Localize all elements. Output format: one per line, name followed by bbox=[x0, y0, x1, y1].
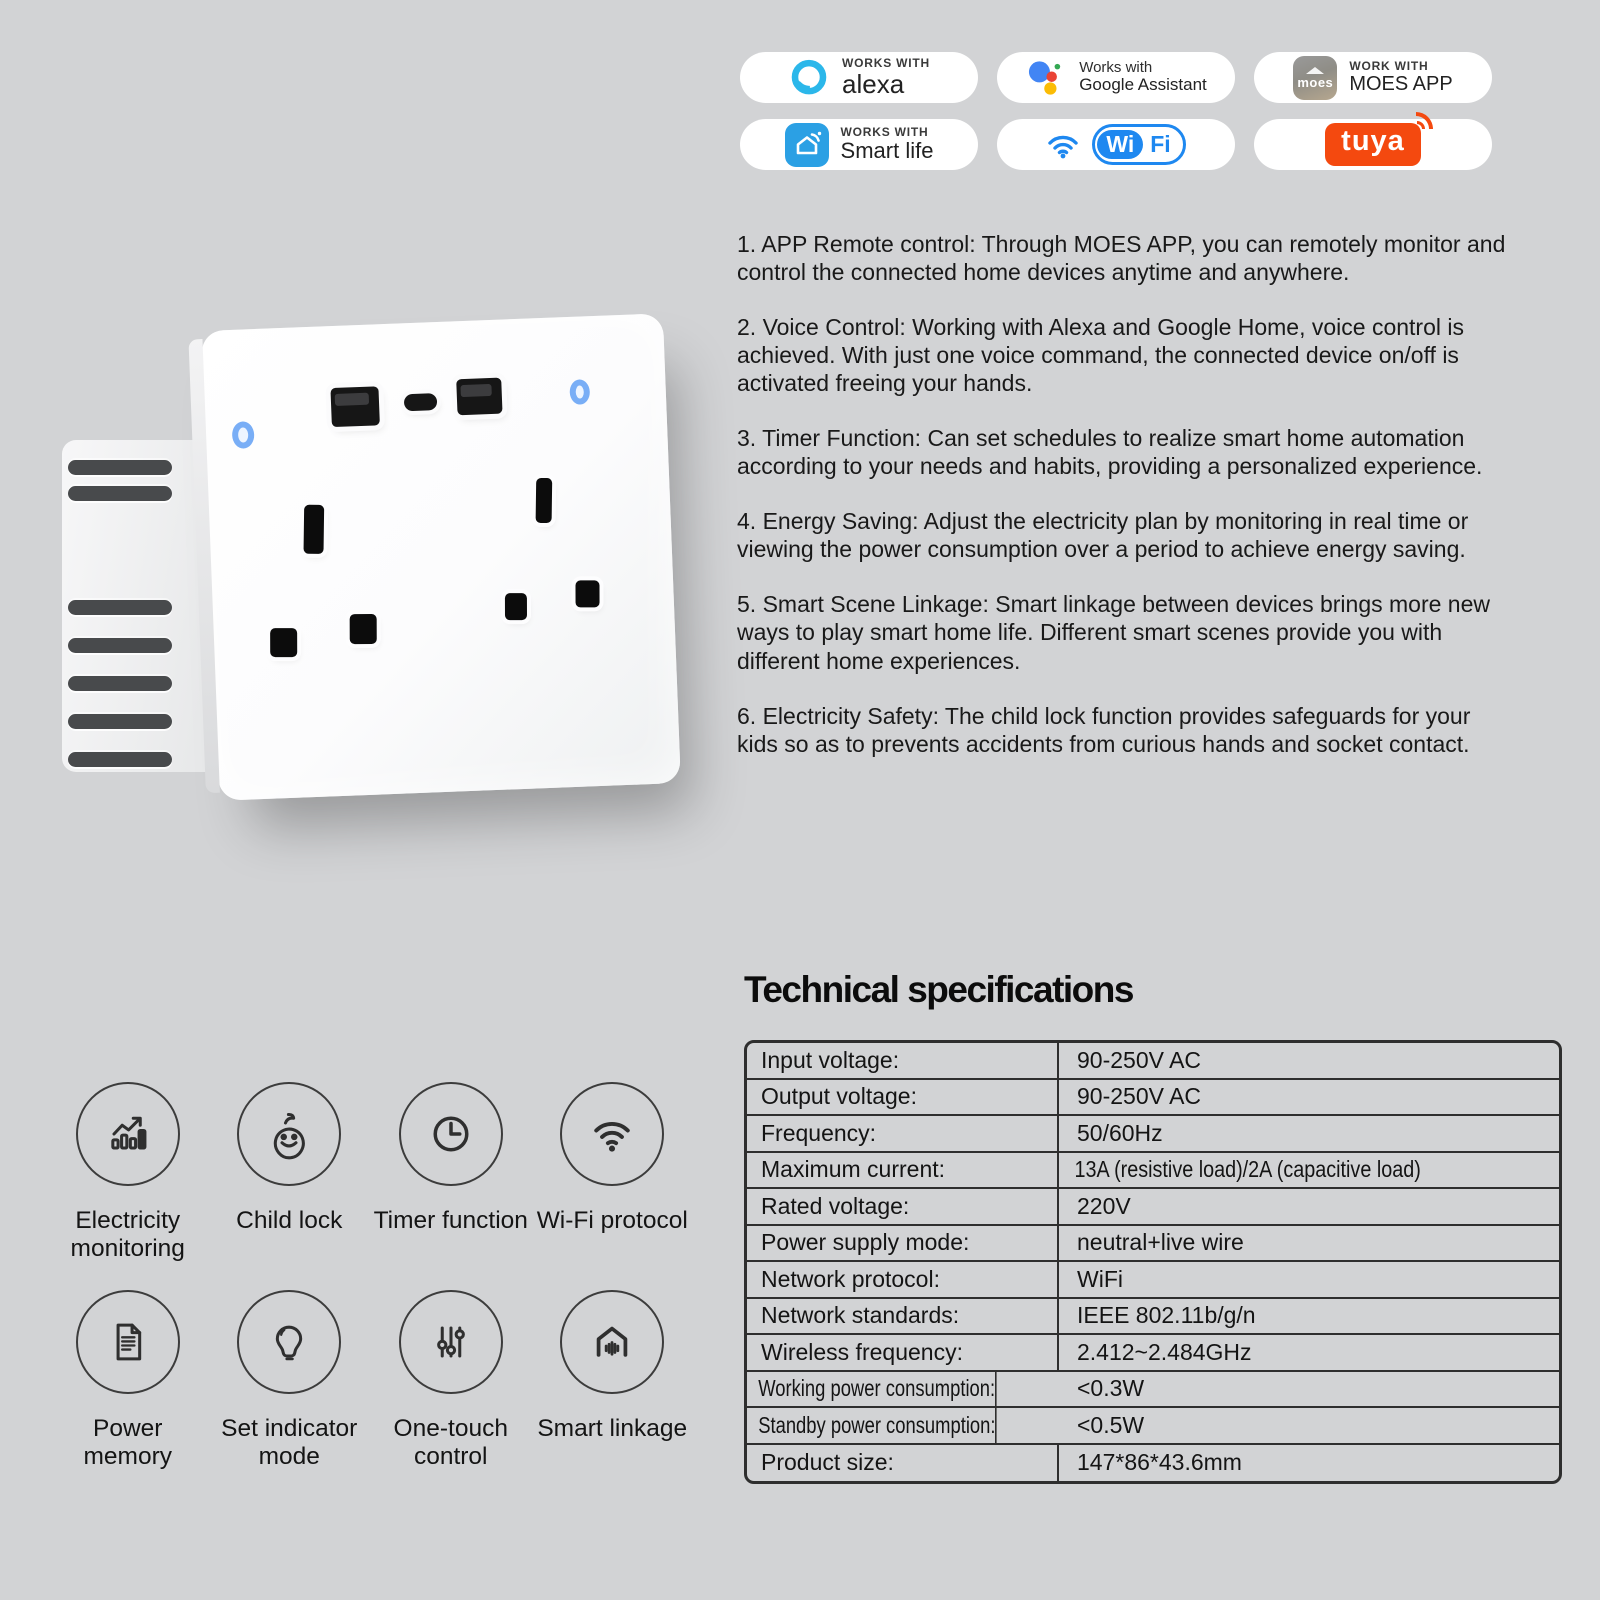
feature-icon-label: Smart linkage bbox=[537, 1414, 688, 1442]
usb-c-port bbox=[404, 393, 438, 411]
badge-tuya bbox=[1254, 119, 1492, 170]
spec-row bbox=[747, 1299, 1559, 1336]
moes-wordmark: moes bbox=[1297, 74, 1334, 90]
spec-label: Maximum current: bbox=[747, 1153, 1059, 1188]
smart-linkage-icon bbox=[584, 1314, 640, 1370]
specs-table bbox=[744, 1040, 1562, 1484]
feature-icon-grid bbox=[47, 1082, 693, 1472]
earth-pin-slot-left bbox=[304, 505, 325, 554]
usb-a-port-2 bbox=[456, 378, 502, 416]
feature-icon-label: Electricity monitoring bbox=[70, 1207, 185, 1263]
spec-row bbox=[747, 1408, 1559, 1445]
spec-row bbox=[747, 1080, 1559, 1117]
child-lock-icon bbox=[261, 1106, 317, 1162]
spec-label: Network standards: bbox=[747, 1299, 1059, 1334]
spec-row bbox=[747, 1226, 1559, 1263]
vent-fin bbox=[68, 676, 172, 691]
badge-works-with-google-assistant bbox=[997, 52, 1235, 103]
spec-label: Power supply mode: bbox=[747, 1226, 1059, 1261]
spec-value: IEEE 802.11b/g/n bbox=[1077, 1302, 1256, 1329]
badge-row-2 bbox=[740, 119, 1492, 170]
wifi-signal-icon bbox=[1046, 131, 1080, 159]
compatibility-badges bbox=[740, 52, 1492, 186]
feature-paragraph-6: 6. Electricity Safety: The child lock function provides safeguards for your kids so as to prevents accidents from curious hands and socket contact. bbox=[737, 702, 1471, 757]
pin-hole bbox=[575, 580, 599, 607]
smart-life-icon bbox=[785, 123, 829, 167]
spec-row bbox=[747, 1153, 1559, 1190]
spec-value: 90-250V AC bbox=[1077, 1046, 1202, 1073]
feature-timer-function bbox=[370, 1082, 532, 1264]
feature-icon-label: One-touch control bbox=[393, 1414, 508, 1471]
feature-icon-label: Wi-Fi protocol bbox=[536, 1207, 688, 1234]
pin-hole bbox=[505, 593, 527, 620]
led-ring-left bbox=[232, 421, 255, 449]
vent-fin bbox=[68, 600, 172, 615]
vent-fin bbox=[68, 486, 172, 501]
feature-paragraph-5: 5. Smart Scene Linkage: Smart linkage between devices brings more new ways to play smart home life. Different smart scenes provide you with different home experiences. bbox=[737, 591, 1491, 674]
spec-label: Network protocol: bbox=[747, 1262, 1059, 1297]
feature-smart-linkage bbox=[532, 1290, 694, 1472]
wifi-fi-label: Fi bbox=[1150, 131, 1171, 157]
spec-row bbox=[747, 1116, 1559, 1153]
spec-label: Output voltage: bbox=[747, 1080, 1059, 1115]
badge-big-label: MOES APP bbox=[1349, 73, 1453, 96]
wifi-wi-label: Wi bbox=[1097, 130, 1143, 159]
badge-small-label: Works with bbox=[1079, 58, 1153, 76]
moes-roof-glyph bbox=[1306, 67, 1324, 74]
spec-label: Working power consumption: bbox=[747, 1372, 997, 1407]
feature-paragraph-1: 1. APP Remote control: Through MOES APP, you can remotely monitor and control the connected home devices anytime and anywhere. bbox=[737, 231, 1506, 286]
product-image-smart-socket bbox=[60, 300, 680, 805]
vent-fin bbox=[68, 714, 172, 729]
vent-fin bbox=[68, 638, 172, 653]
feature-icon-label: Power memory bbox=[83, 1414, 172, 1471]
spec-value: 90-250V AC bbox=[1077, 1083, 1202, 1110]
spec-row bbox=[747, 1372, 1559, 1409]
tuya-wordmark: tuya bbox=[1341, 125, 1405, 158]
spec-value: <0.3W bbox=[1077, 1375, 1145, 1402]
spec-row bbox=[747, 1335, 1559, 1372]
badge-small-label: WORKS WITH bbox=[840, 124, 929, 139]
feature-icon-label: Child lock bbox=[236, 1207, 343, 1234]
timer-function-icon bbox=[423, 1106, 479, 1162]
google-assistant-icon bbox=[1025, 57, 1067, 99]
socket-faceplate bbox=[201, 313, 681, 800]
feature-icon-label: Set indicator mode bbox=[221, 1414, 358, 1471]
feature-power-memory bbox=[47, 1290, 209, 1472]
electricity-monitoring-icon bbox=[100, 1106, 156, 1162]
feature-electricity-monitoring bbox=[47, 1082, 209, 1264]
feature-paragraph-2: 2. Voice Control: Working with Alexa and Google Home, voice control is achieved. With just one voice command, the connected device on/off is activated freeing your hands. bbox=[737, 314, 1464, 397]
badge-works-with-smart-life bbox=[740, 119, 978, 170]
feature-one-touch-control bbox=[370, 1290, 532, 1472]
spec-label: Standby power consumption: bbox=[747, 1408, 997, 1443]
spec-label: Rated voltage: bbox=[747, 1189, 1059, 1224]
badge-big-label: Smart life bbox=[840, 138, 934, 163]
feature-wifi-protocol bbox=[532, 1082, 694, 1264]
feature-child-lock bbox=[209, 1082, 371, 1264]
one-touch-control-icon bbox=[423, 1314, 479, 1370]
wifi-protocol-icon bbox=[584, 1106, 640, 1162]
spec-label: Frequency: bbox=[747, 1116, 1059, 1151]
spec-row bbox=[747, 1445, 1559, 1482]
pin-hole bbox=[270, 628, 297, 657]
spec-value: 50/60Hz bbox=[1077, 1119, 1163, 1146]
feature-icon-label: Timer function bbox=[373, 1207, 528, 1234]
spec-row bbox=[747, 1262, 1559, 1299]
set-indicator-mode-icon bbox=[261, 1314, 317, 1370]
spec-label: Input voltage: bbox=[747, 1043, 1059, 1078]
power-memory-icon bbox=[100, 1314, 156, 1370]
pin-hole bbox=[350, 614, 377, 644]
technical-specifications bbox=[744, 969, 1562, 1484]
wifi-logo-icon bbox=[1092, 124, 1185, 165]
earth-pin-slot-right bbox=[536, 478, 553, 523]
badge-works-with-alexa bbox=[740, 52, 978, 103]
badge-row-1 bbox=[740, 52, 1492, 103]
vent-fin bbox=[68, 752, 172, 767]
spec-row bbox=[747, 1043, 1559, 1080]
spec-value: 220V bbox=[1077, 1192, 1131, 1219]
tuya-logo-icon bbox=[1325, 123, 1421, 166]
usb-a-port-1 bbox=[330, 386, 379, 427]
spec-value: 2.412~2.484GHz bbox=[1077, 1338, 1252, 1365]
spec-value: 13A (resistive load)/2A (capacitive load) bbox=[1074, 1156, 1421, 1183]
spec-value: WiFi bbox=[1077, 1265, 1123, 1292]
badge-wifi bbox=[997, 119, 1235, 170]
badge-work-with-moes-app bbox=[1254, 52, 1492, 103]
badge-big-label: alexa bbox=[842, 68, 905, 99]
feature-paragraph-3: 3. Timer Function: Can set schedules to realize smart home automation according to your needs and habits, providing a personalized experience. bbox=[737, 425, 1483, 480]
feature-set-indicator-mode bbox=[209, 1290, 371, 1472]
badge-big-label: Google Assistant bbox=[1079, 75, 1207, 95]
spec-label: Wireless frequency: bbox=[747, 1335, 1059, 1370]
led-ring-right bbox=[569, 379, 590, 405]
feature-paragraph-4: 4. Energy Saving: Adjust the electricity plan by monitoring in real time or viewing the power consumption over a period to achieve energy saving. bbox=[737, 508, 1469, 563]
spec-value: 147*86*43.6mm bbox=[1077, 1449, 1242, 1476]
spec-value: <0.5W bbox=[1077, 1411, 1145, 1438]
moes-app-icon bbox=[1293, 56, 1337, 100]
spec-label: Product size: bbox=[747, 1445, 1059, 1482]
spec-value: neutral+live wire bbox=[1077, 1229, 1244, 1256]
feature-list bbox=[737, 230, 1515, 785]
alexa-logo-icon bbox=[788, 57, 830, 99]
specs-title: Technical specifications bbox=[744, 969, 1133, 1010]
vent-fin bbox=[68, 460, 172, 475]
badge-small-label: WORKS WITH bbox=[842, 55, 930, 70]
spec-row bbox=[747, 1189, 1559, 1226]
badge-small-label: WORK WITH bbox=[1349, 58, 1429, 73]
